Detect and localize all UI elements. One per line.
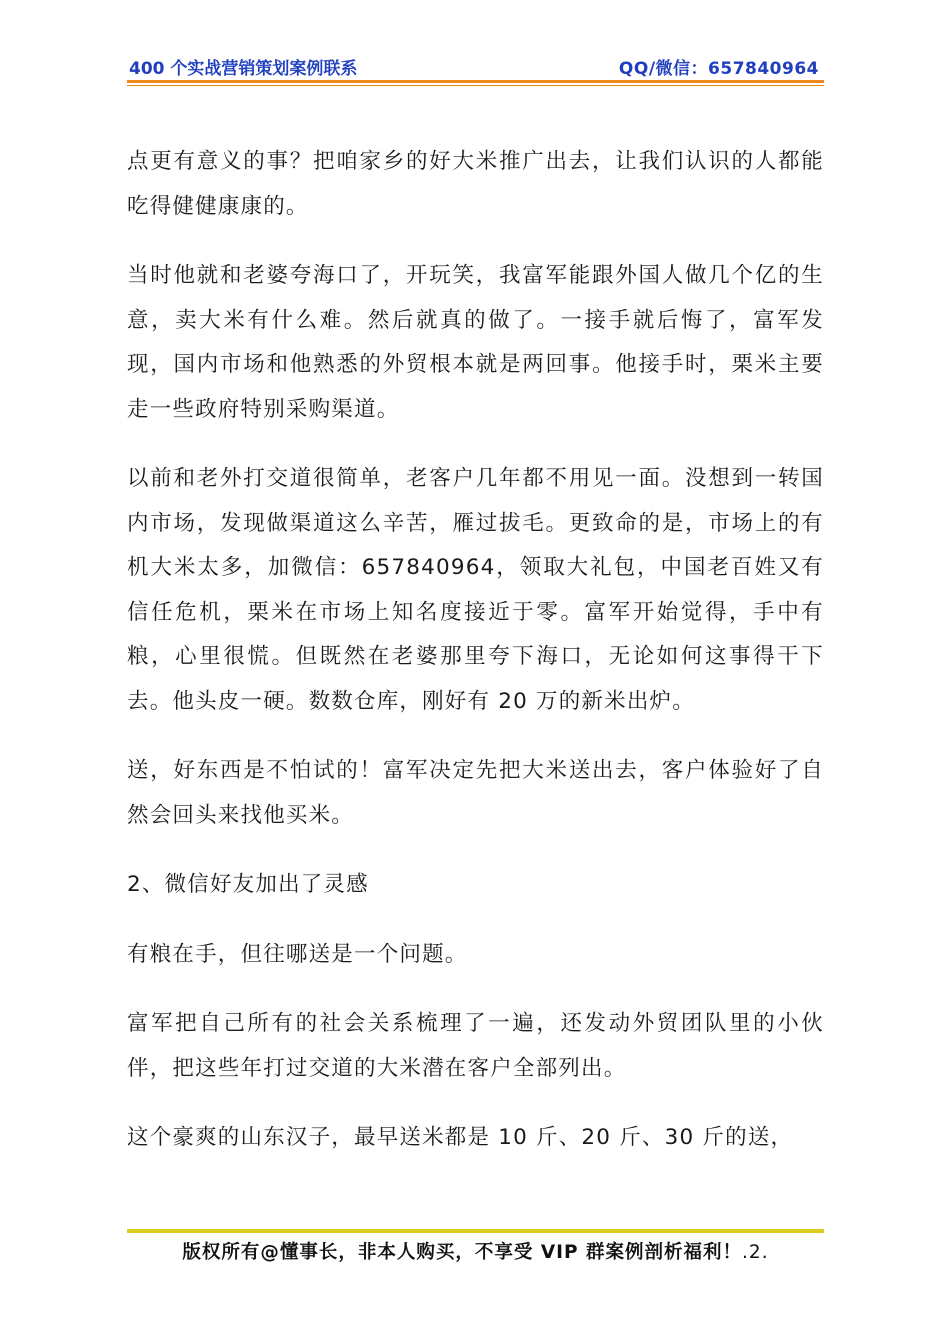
header-contact: QQ/微信：657840964	[618, 59, 819, 79]
paragraph-5: 有粮在手，但往哪送是一个问题。	[127, 941, 468, 967]
header-divider-thin	[127, 85, 824, 86]
page-number: .2.	[742, 1242, 769, 1263]
paragraph-4: 送，好东西是不怕试的！富军决定先把大米送出去，客户体验好了自然会回头来找他买米。	[127, 758, 824, 828]
paragraph-7: 这个豪爽的山东汉子，最早送米都是 10 斤、20 斤、30 斤的送，	[127, 1125, 794, 1150]
page-footer	[127, 1238, 824, 1264]
footer-divider	[127, 1229, 824, 1233]
paragraph-6: 富军把自己所有的社会关系梳理了一遍，还发动外贸团队里的小伙伴，把这些年打过交道的大米潜在客户全部列出。	[127, 1011, 824, 1081]
header-title: 400 个实战营销策划案例联系	[129, 59, 358, 79]
paragraph-3: 以前和老外打交道很简单，老客户几年都不用见一面。没想到一转国内市场，发现做渠道这么辛苦，雁过拔毛。更致命的是，市场上的有机大米太多，加微信：657840964，领取大礼包，中国老百姓又有信任危机，栗米在市场上知名度接近于零。富军开始觉得，手中有粮，心里很慌。但既然在老婆那里夸下海口，无论如何这事得干下去。他头皮一硬。数数仓库，刚好有 20 万的新米出炉。	[127, 466, 824, 714]
footer-copyright: 版权所有@懂事长，非本人购买，不享受 VIP 群案例剖析福利！	[182, 1242, 743, 1263]
paragraph-1: 点更有意义的事？把咱家乡的好大米推广出去，让我们认识的人都能吃得健健康康的。	[127, 149, 824, 219]
paragraph-2: 当时他就和老婆夸海口了，开玩笑，我富军能跟外国人做几个亿的生意，卖大米有什么难。然后就真的做了。一接手就后悔了，富军发现，国内市场和他熟悉的外贸根本就是两回事。他接手时，栗米主要走一些政府特别采购渠道。	[127, 263, 824, 422]
header-divider-thick	[127, 80, 824, 83]
page-header	[127, 54, 823, 80]
document-body	[127, 140, 824, 1161]
section-heading: 2、微信好友加出了灵感	[127, 872, 369, 897]
